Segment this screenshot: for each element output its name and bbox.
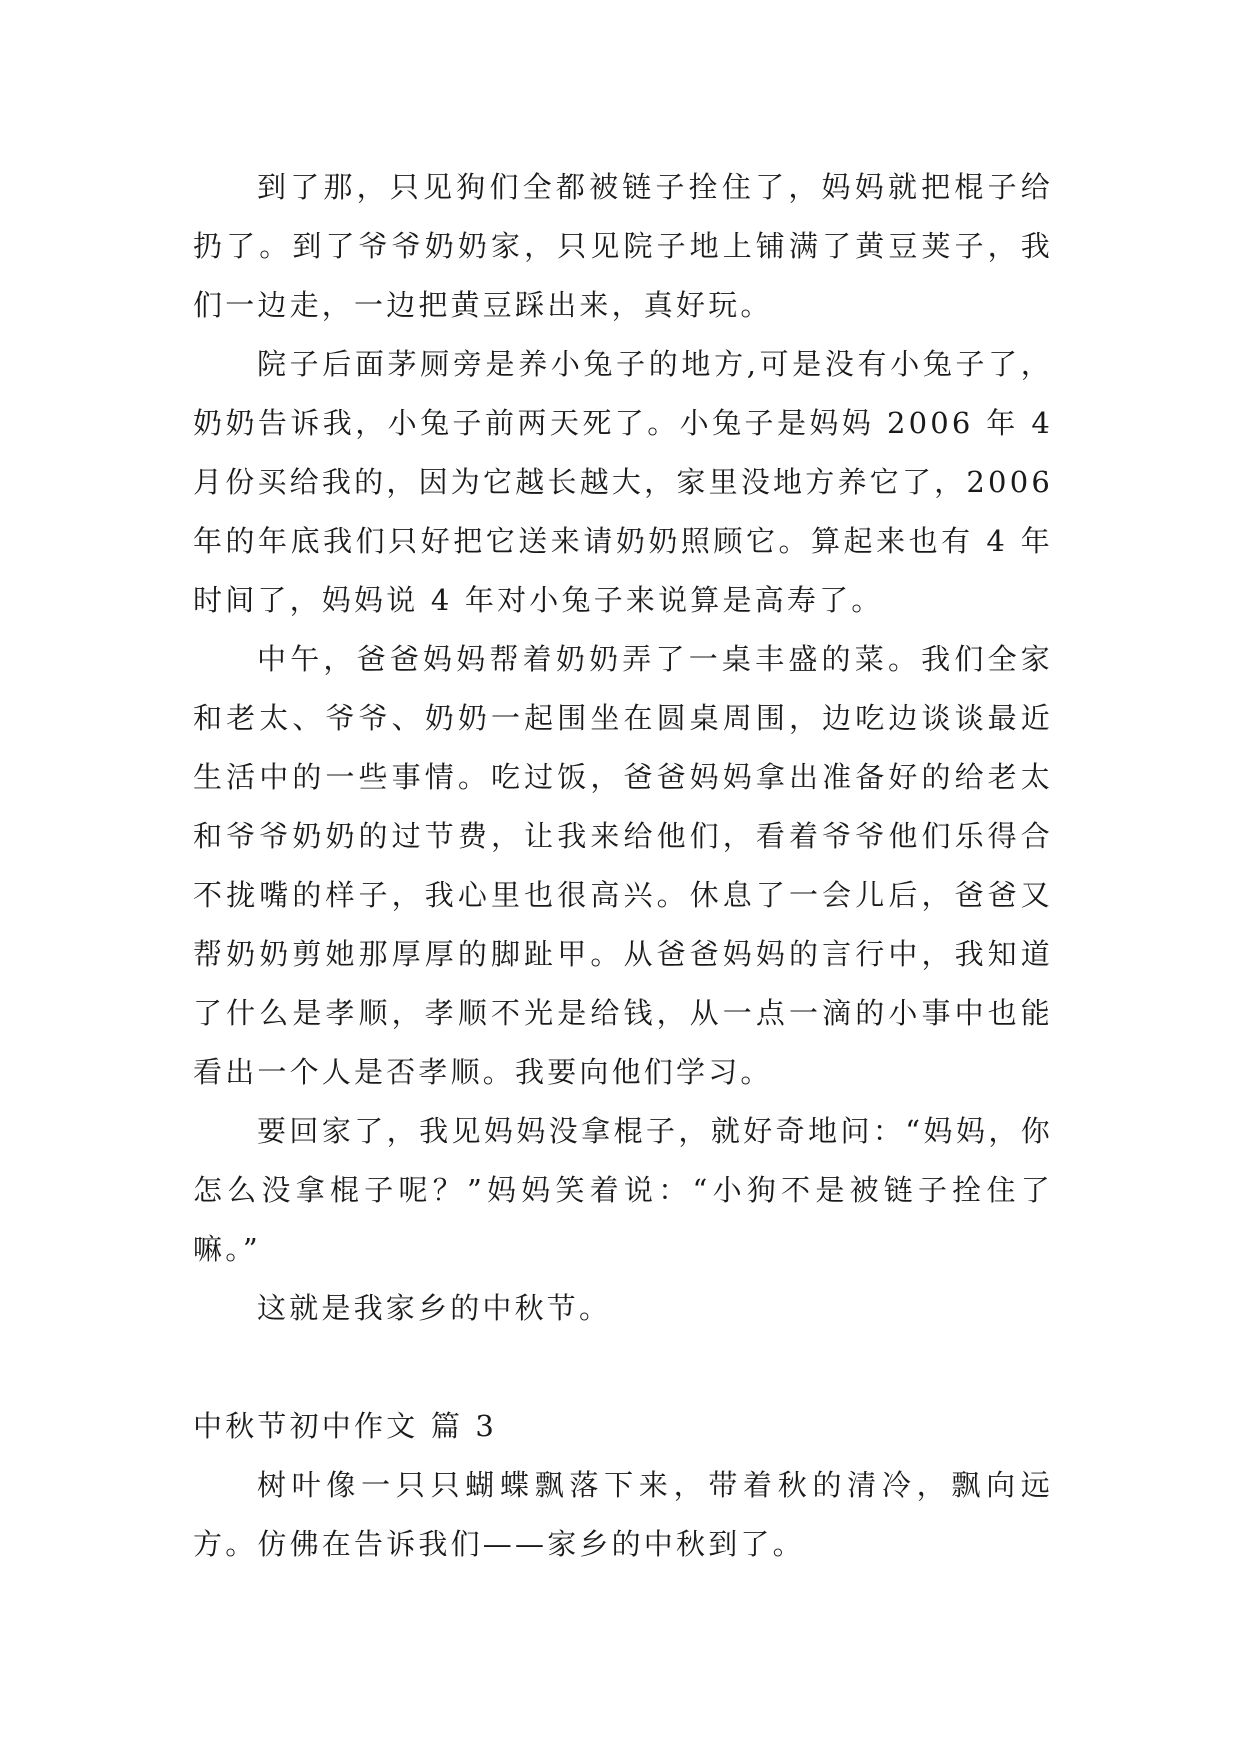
document-body xyxy=(193,158,1053,1574)
paragraph-6: 树叶像一只只蝴蝶飘落下来，带着秋的清冷，飘向远方。仿佛在告诉我们——家乡的中秋到了。 xyxy=(193,1468,1053,1561)
paragraph-1: 到了那，只见狗们全都被链子拴住了，妈妈就把棍子给扔了。到了爷爷奶奶家，只见院子地上铺满了黄豆荚子，我们一边走，一边把黄豆踩出来，真好玩。 xyxy=(193,170,1053,322)
paragraph-2: 院子后面茅厕旁是养小兔子的地方,可是没有小兔子了，奶奶告诉我，小兔子前两天死了。小兔子是妈妈 2006 年 4 月份买给我的，因为它越长越大，家里没地方养它了，2006 年的年底我们只好把它送来请奶奶照顾它。算起来也有 4 年时间了，妈妈说 4 年对小兔子来说算是高寿了。 xyxy=(193,347,1053,617)
section-spacer xyxy=(193,1338,1053,1397)
paragraph-3: 中午，爸爸妈妈帮着奶奶弄了一桌丰盛的菜。我们全家和老太、爷爷、奶奶一起围坐在圆桌周围，边吃边谈谈最近生活中的一些事情。吃过饭，爸爸妈妈拿出准备好的给老太和爷爷奶奶的过节费，让我来给他们，看着爷爷他们乐得合不拢嘴的样子，我心里也很高兴。休息了一会儿后，爸爸又帮奶奶剪她那厚厚的脚趾甲。从爸爸妈妈的言行中，我知道了什么是孝顺，孝顺不光是给钱，从一点一滴的小事中也能看出一个人是否孝顺。我要向他们学习。 xyxy=(193,642,1053,1089)
section-heading: 中秋节初中作文 篇 3 xyxy=(193,1409,498,1443)
paragraph-5: 这就是我家乡的中秋节。 xyxy=(257,1291,612,1325)
paragraph-4: 要回家了，我见妈妈没拿棍子，就好奇地问：“妈妈，你怎么没拿棍子呢？”妈妈笑着说：“小狗不是被链子拴住了嘛。” xyxy=(193,1114,1053,1266)
